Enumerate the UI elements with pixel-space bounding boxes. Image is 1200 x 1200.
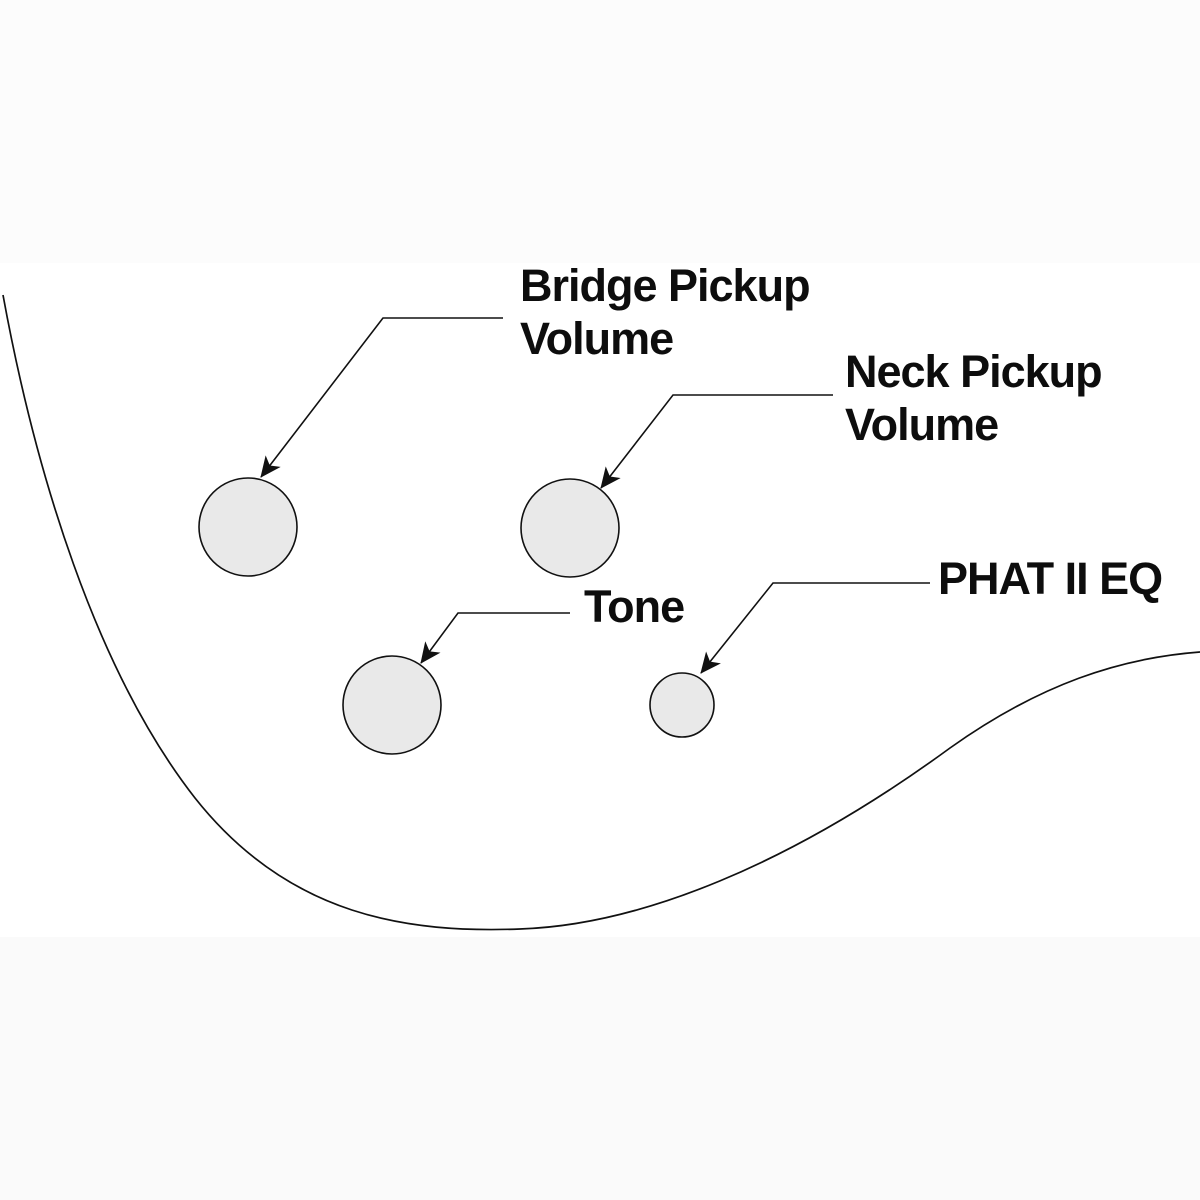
bridge-volume-label <box>520 259 810 365</box>
tone-leader-arrow <box>421 613 570 663</box>
bridge-volume-label-line1: Bridge Pickup <box>520 260 810 311</box>
bottom-margin-band <box>0 937 1200 1200</box>
tone-label-line1: Tone <box>584 581 685 632</box>
neck-volume-knob <box>521 479 619 577</box>
neck-volume-label-line2: Volume <box>845 399 999 450</box>
neck-volume-leader-arrow <box>601 395 833 488</box>
phat-eq-leader-arrow <box>701 583 930 673</box>
neck-volume-label-line1: Neck Pickup <box>845 346 1102 397</box>
top-margin-band <box>0 0 1200 263</box>
phat-eq-label <box>938 552 1162 605</box>
bridge-volume-knob <box>199 478 297 576</box>
phat-eq-label-line1: PHAT II EQ <box>938 553 1163 604</box>
tone-label <box>584 580 684 633</box>
bridge-volume-label-line2: Volume <box>520 313 674 364</box>
bridge-volume-leader-arrow <box>261 318 503 477</box>
phat-eq-knob <box>650 673 714 737</box>
neck-volume-label <box>845 345 1102 451</box>
tone-knob <box>343 656 441 754</box>
